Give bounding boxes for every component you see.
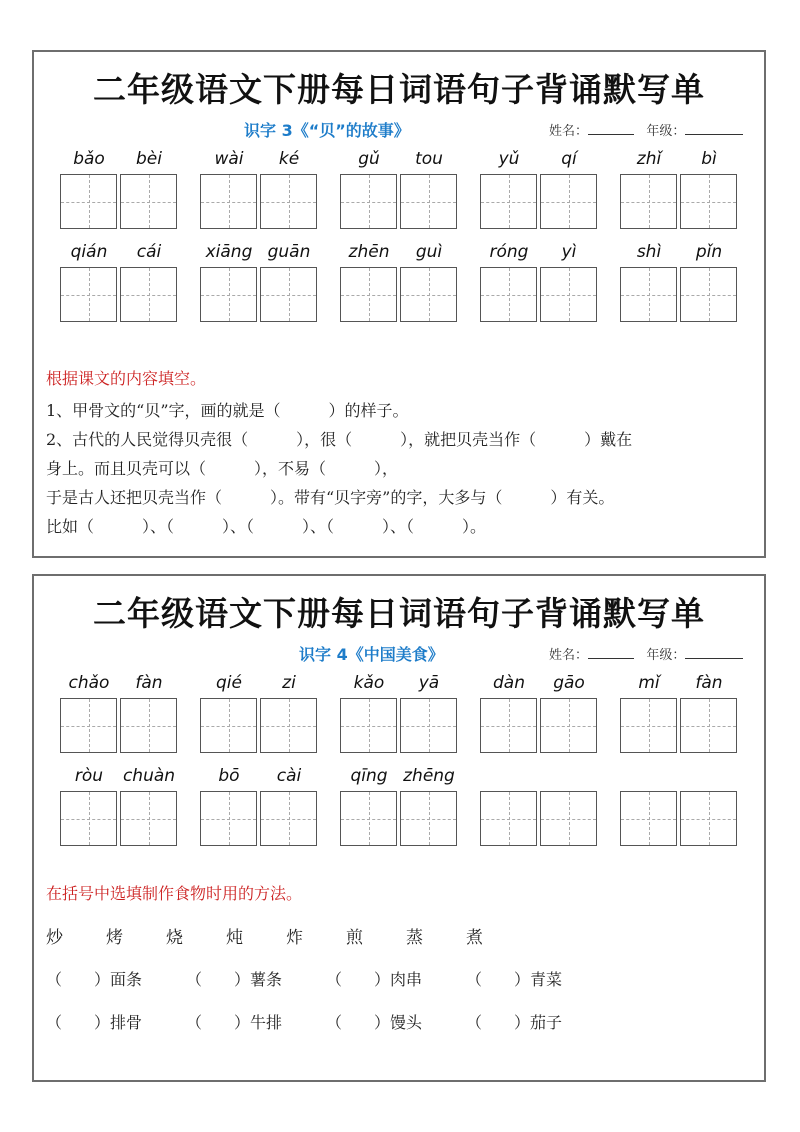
word-pair [200,242,318,322]
writing-box[interactable] [340,791,397,846]
method-char: 烧 [166,928,183,948]
word-pair [200,766,318,846]
writing-box[interactable] [200,267,257,322]
grade-blank[interactable] [685,122,743,135]
pinyin: qié [216,673,242,693]
grade-blank[interactable] [685,646,743,659]
pinyin: fàn [695,673,723,693]
fill-item[interactable]: （ ）牛排 [186,1013,283,1032]
word-pair [480,242,598,322]
fill-line: 于是古人还把贝壳当作（ ）。带有“贝字旁”的字，大多与（ ）有关。 [46,488,615,507]
method-char: 煮 [466,928,483,948]
pinyin: kǎo [353,673,385,693]
writing-box[interactable] [60,174,117,229]
writing-box[interactable] [540,174,597,229]
fill-item[interactable]: （ ）肉串 [326,970,423,989]
pinyin: cài [276,766,302,786]
method-char: 炸 [286,928,303,948]
word-pair [620,673,738,753]
word-pair [620,149,738,229]
fill-item[interactable]: （ ）面条 [46,970,143,989]
pinyin: zhǐ [636,149,662,169]
pinyin: xiāng [205,242,253,262]
word-pair [60,149,178,229]
word-pair [340,149,458,229]
lesson-title: 识字 3《“贝”的故事》 [244,121,410,140]
writing-box[interactable] [260,267,317,322]
writing-box[interactable] [680,267,737,322]
exercise-heading: 在括号中选填制作食物时用的方法。 [46,884,303,903]
writing-box[interactable] [400,791,457,846]
writing-box[interactable] [400,267,457,322]
writing-box[interactable] [120,174,177,229]
word-pair [60,766,178,846]
student-info [549,120,743,139]
writing-box[interactable] [480,791,537,846]
writing-box[interactable] [60,791,117,846]
sheet-title: 二年级语文下册每日词语句子背诵默写单 [93,594,705,633]
name-blank[interactable] [588,646,634,659]
fill-row [46,967,686,990]
pinyin: zi [282,673,296,693]
writing-box[interactable] [680,174,737,229]
fill-item[interactable]: （ ）茄子 [466,1013,563,1032]
writing-box[interactable] [260,698,317,753]
pinyin: bǎo [73,149,105,169]
pinyin: yā [418,673,440,693]
writing-box[interactable] [60,267,117,322]
method-char: 炒 [46,928,63,948]
writing-box[interactable] [620,174,677,229]
grade-label: 年级： [646,124,686,139]
pinyin: yì [561,242,577,262]
writing-box[interactable] [340,698,397,753]
fill-line: 2、古代的人民觉得贝壳很（ ），很（ ），就把贝壳当作（ ）戴在 [46,430,633,449]
pinyin: qīng [350,766,388,786]
writing-box[interactable] [200,791,257,846]
student-info [549,644,743,663]
word-pair [480,673,598,753]
pinyin: chuàn [122,766,176,786]
writing-box[interactable] [340,174,397,229]
pinyin: qí [561,149,577,169]
method-char: 炖 [226,928,243,948]
writing-box[interactable] [480,698,537,753]
writing-box[interactable] [680,698,737,753]
name-label: 姓名： [549,648,589,663]
writing-box[interactable] [620,698,677,753]
word-pair [60,242,178,322]
writing-box[interactable] [260,174,317,229]
pinyin: zhēn [348,242,390,262]
worksheet-lesson-4 [32,574,766,1082]
writing-box[interactable] [480,174,537,229]
word-pair [60,673,178,753]
writing-box[interactable] [400,174,457,229]
writing-box[interactable] [120,698,177,753]
word-pair [480,766,598,846]
pinyin: bì [701,149,717,169]
fill-line: 身上。而且贝壳可以（ ），不易（ ）， [46,459,399,478]
writing-box[interactable] [200,174,257,229]
grade-label: 年级： [646,648,686,663]
pinyin: qián [70,242,108,262]
pinyin: shì [636,242,662,262]
pinyin: mǐ [638,673,660,693]
word-pair [200,149,318,229]
writing-box[interactable] [540,698,597,753]
pinyin: bō [218,766,240,786]
pinyin: tou [415,149,443,169]
pinyin: gǔ [358,149,380,169]
pinyin: guān [267,242,311,262]
word-pair [480,149,598,229]
pinyin: zhēng [403,766,455,786]
writing-box[interactable] [120,267,177,322]
writing-box[interactable] [680,791,737,846]
sheet-title: 二年级语文下册每日词语句子背诵默写单 [93,70,705,109]
fill-row [46,1010,686,1033]
writing-box[interactable] [540,791,597,846]
word-pair [340,242,458,322]
writing-box[interactable] [540,267,597,322]
pinyin: dàn [493,673,525,693]
fill-line: 比如（ ）、（ ）、（ ）、（ ）、（ ）。 [46,517,487,536]
name-blank[interactable] [588,122,634,135]
pinyin: cái [136,242,162,262]
word-pair [620,242,738,322]
cooking-methods [46,923,526,948]
method-char: 烤 [106,928,123,948]
word-pair [200,673,318,753]
fill-item[interactable]: （ ）馒头 [326,1013,423,1032]
pinyin: róng [489,242,529,262]
method-char: 煎 [346,928,363,948]
writing-box[interactable] [620,267,677,322]
writing-box[interactable] [200,698,257,753]
pinyin: ròu [74,766,104,786]
method-char: 蒸 [406,928,423,948]
pinyin: bèi [136,149,162,169]
fill-item[interactable]: （ ）排骨 [46,1013,143,1032]
fill-line: 1、甲骨文的“贝”字，画的就是（ ）的样子。 [46,401,409,420]
pinyin: ké [278,149,300,169]
writing-box[interactable] [60,698,117,753]
pinyin: wài [214,149,244,169]
pinyin: pǐn [695,242,723,262]
word-pair [620,766,738,846]
fill-item[interactable]: （ ）薯条 [186,970,283,989]
writing-box[interactable] [400,698,457,753]
writing-box[interactable] [480,267,537,322]
word-pair [340,673,458,753]
writing-box[interactable] [620,791,677,846]
writing-box[interactable] [340,267,397,322]
pinyin: yǔ [498,149,520,169]
name-label: 姓名： [549,124,589,139]
exercise-heading: 根据课文的内容填空。 [46,369,207,388]
pinyin: fàn [135,673,163,693]
worksheet-lesson-3 [32,50,766,558]
fill-item[interactable]: （ ）青菜 [466,970,563,989]
lesson-title: 识字 4《中国美食》 [299,645,444,664]
writing-box[interactable] [120,791,177,846]
word-pair [340,766,458,846]
pinyin: chǎo [68,673,110,693]
writing-box[interactable] [260,791,317,846]
pinyin: guì [415,242,443,262]
pinyin: gāo [553,673,585,693]
